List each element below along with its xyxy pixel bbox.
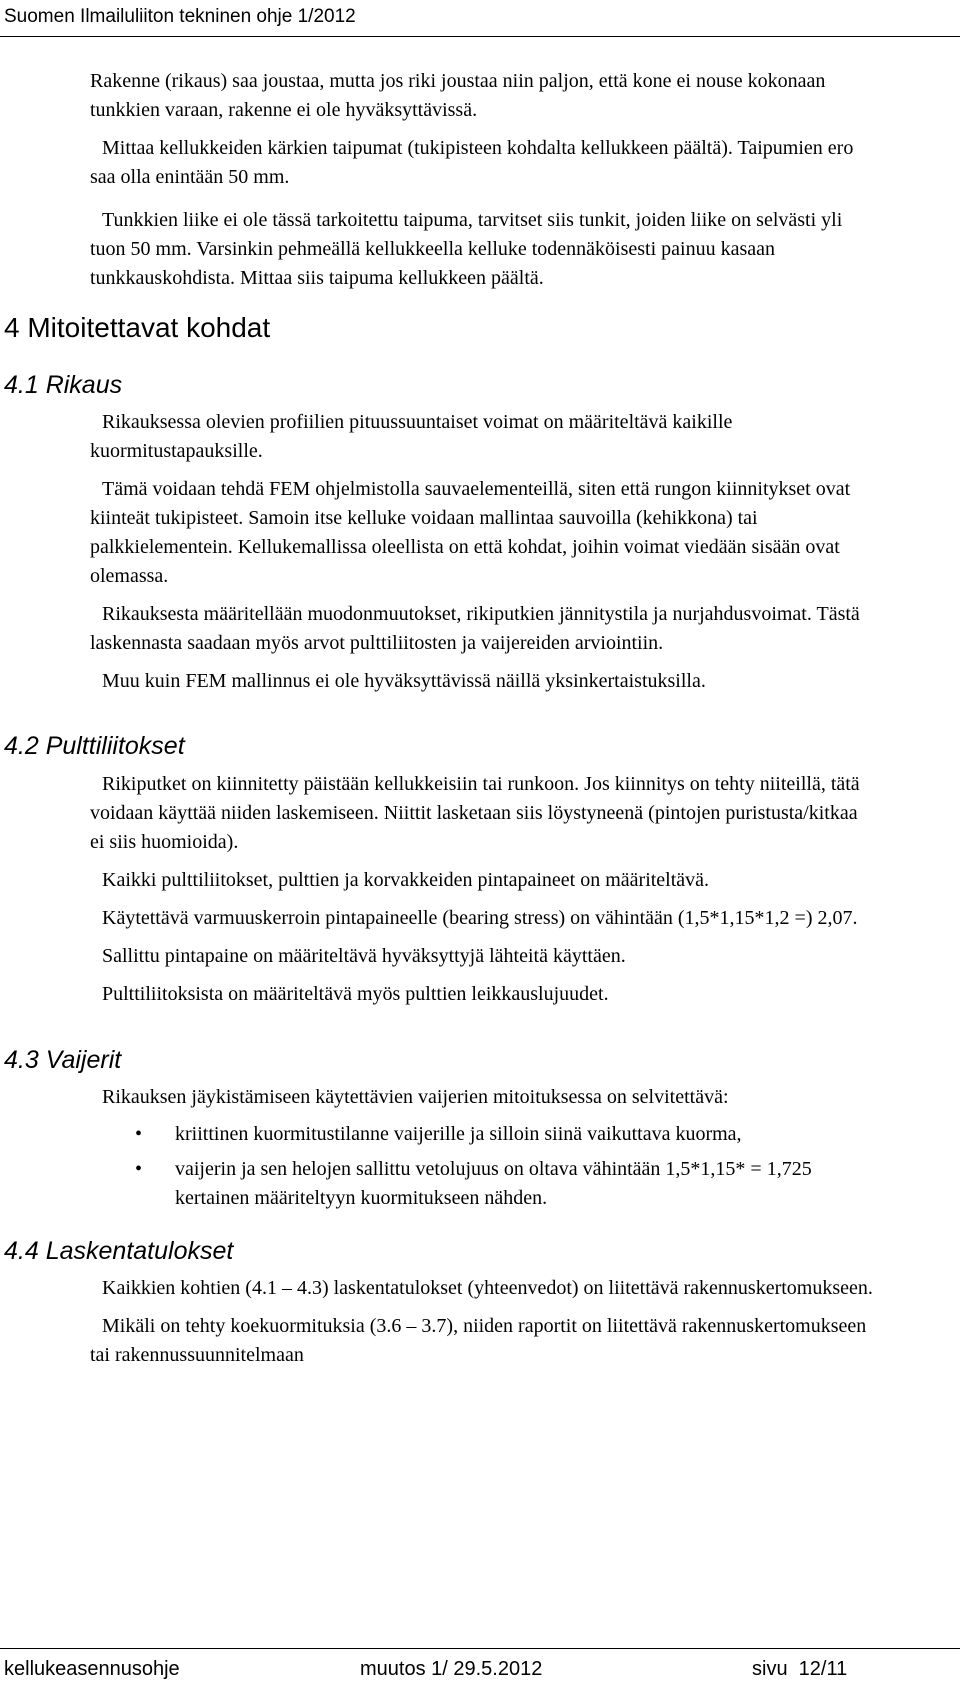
list-item — [90, 1120, 874, 1149]
section-4-4-paragraph-2: Mikäli on tehty koekuormituksia (3.6 – 3.7), niiden raportit on liitettävä rakennuskertomukseen tai rakennussuunnitelmaan — [90, 1315, 867, 1366]
section-4-3-heading: 4.3 Vaijerit — [4, 1046, 122, 1074]
section-4-4-paragraph-1: Kaikkien kohtien (4.1 – 4.3) laskentatulokset (yhteenvedot) on liitettävä rakennuskertomukseen. — [102, 1277, 873, 1299]
page-header: Suomen Ilmailuliiton tekninen ohje 1/2012 — [4, 6, 356, 27]
section-4-1-body — [90, 408, 874, 705]
section-4-2-paragraph-4: Sallittu pintapaine on määriteltävä hyväksyttyjä lähteitä käyttäen. — [102, 945, 626, 967]
section-4-2-paragraph-2: Kaikki pulttiliitokset, pulttien ja korvakkeiden pintapaineet on määriteltävä. — [102, 869, 710, 891]
intro-paragraph-2: Mittaa kellukkeiden kärkien taipumat (tukipisteen kohdalta kellukkeen päältä). Taipumien ero saa olla enintään 50 mm. — [90, 137, 854, 188]
bullet-icon: • — [135, 1123, 143, 1145]
section-4-4-heading: 4.4 Laskentatulokset — [4, 1237, 234, 1265]
section-4-1-heading: 4.1 Rikaus — [4, 371, 123, 399]
section-4-1-paragraph-4: Muu kuin FEM mallinnus ei ole hyväksyttävissä näillä yksinkertaistuksilla. — [102, 670, 706, 692]
section-4-1-paragraph-3: Rikauksesta määritellään muodonmuutokset, rikiputkien jännitystila ja nurjahdusvoimat. Tästä laskennasta saadaan myös arvot pulttiliitosten ja vaijereiden arviointiin. — [90, 603, 860, 654]
intro-paragraph-1: Rakenne (rikaus) saa joustaa, mutta jos riki joustaa niin paljon, että kone ei nouse kokonaan tunkkien varaan, rakenne ei ole hyväksyttävissä. — [90, 70, 826, 121]
footer-document-name: kellukeasennusohje — [4, 1658, 180, 1680]
section-4-2-paragraph-5: Pulttiliitoksista on määriteltävä myös pulttien leikkauslujuudet. — [102, 983, 609, 1005]
footer-page-number: sivu 12/11 — [752, 1658, 848, 1680]
footer-rule — [0, 1648, 960, 1649]
bullet-icon: • — [135, 1158, 143, 1180]
section-4-4-body — [90, 1274, 874, 1379]
section-4-3-paragraph-1: Rikauksen jäykistämiseen käytettävien vaijerien mitoituksessa on selvitettävä: — [102, 1086, 729, 1108]
section-4-1-paragraph-2: Tämä voidaan tehdä FEM ohjelmistolla sauvaelementeillä, siten että rungon kiinnitykset ovat kiinteät tukipisteet. Samoin itse kelluke voidaan mallintaa sauvoilla (kehikkona) tai palkkielementein. Kellukemallissa oleellista on että kohdat, joihin voimat viedään sisään ovat olemassa. — [90, 478, 851, 587]
list-item-text: vaijerin ja sen helojen sallittu vetolujuus on oltava vähintään 1,5*1,15* = 1,725 kertainen määriteltyyn kuormitukseen nähden. — [175, 1158, 812, 1209]
intro-paragraph-3: Tunkkien liike ei ole tässä tarkoitettu taipuma, tarvitset siis tunkit, joiden liike on selvästi yli tuon 50 mm. Varsinkin pehmeällä kellukkeella kelluke todennäköisesti painuu kasaan tunkkauskohdista. Mittaa siis taipuma kellukkeen päältä. — [90, 209, 843, 289]
requirements-list — [90, 1120, 874, 1213]
section-4-2-body — [90, 770, 874, 1018]
intro-section — [90, 67, 874, 302]
section-4-3-body — [90, 1083, 874, 1219]
section-4-2-heading: 4.2 Pulttiliitokset — [4, 732, 185, 760]
section-4-2-paragraph-1: Rikiputket on kiinnitetty päistään kellukkeisiin tai runkoon. Jos kiinnitys on tehty niiteillä, tätä voidaan käyttää niiden laskemiseen. Niittit lasketaan siis löystyneenä (pintojen puristusta/kitkaa ei siis huomioida). — [90, 773, 860, 853]
section-4-heading: 4 Mitoitettavat kohdat — [4, 312, 271, 343]
section-4-1-paragraph-1: Rikauksessa olevien profiilien pituussuuntaiset voimat on määriteltävä kaikille kuormitustapauksille. — [90, 411, 733, 462]
section-4-2-paragraph-3: Käytettävä varmuuskerroin pintapaineelle (bearing stress) on vähintään (1,5*1,15*1,2 =) 2,07. — [102, 907, 858, 929]
list-item — [90, 1155, 874, 1213]
header-rule — [0, 36, 960, 37]
footer-revision: muutos 1/ 29.5.2012 — [360, 1658, 543, 1680]
list-item-text: kriittinen kuormitustilanne vaijerille ja silloin siinä vaikuttava kuorma, — [175, 1123, 742, 1145]
